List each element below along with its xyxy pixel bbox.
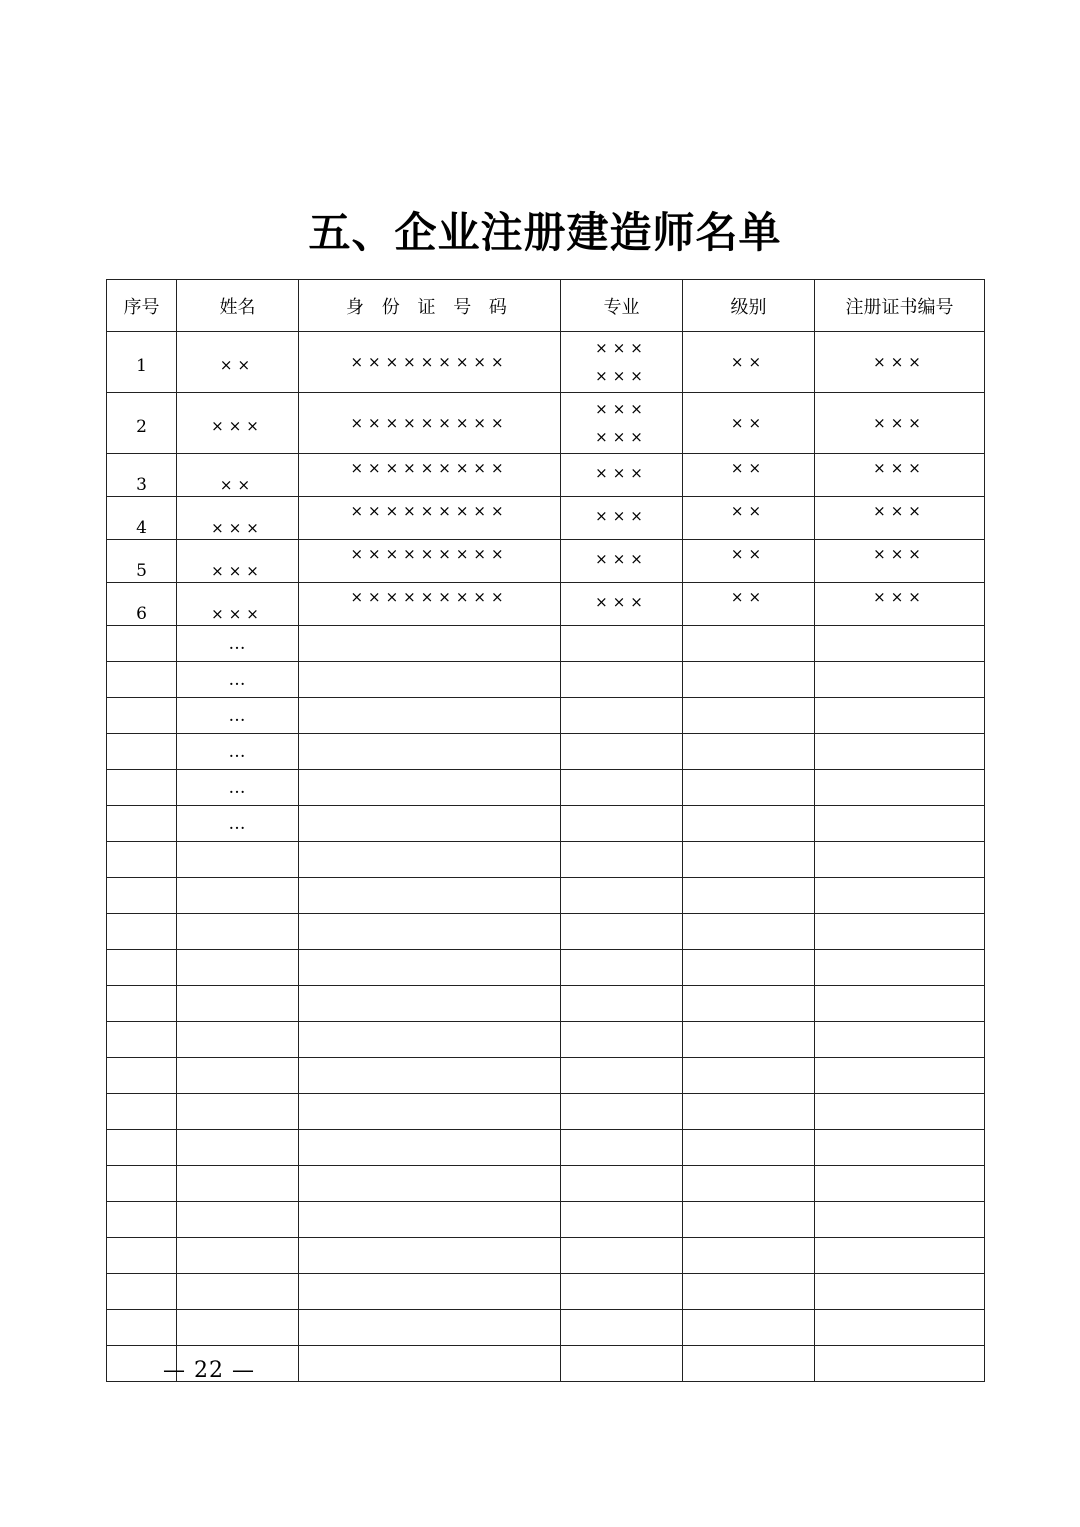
cell-id-number: ××××××××× xyxy=(299,583,561,626)
cell-empty xyxy=(815,734,985,770)
cell-cert-number: ××× xyxy=(815,393,985,454)
cell-empty xyxy=(561,842,683,878)
cell-empty xyxy=(299,770,561,806)
cell-empty xyxy=(561,770,683,806)
cell-empty xyxy=(561,806,683,842)
cell-empty xyxy=(299,1238,561,1274)
cell-empty xyxy=(107,1202,177,1238)
cell-seq: 6 xyxy=(107,583,177,626)
cell-major xyxy=(561,540,683,583)
table-row-empty xyxy=(107,1310,985,1346)
cell-empty xyxy=(177,1202,299,1238)
cell-cert-number: ××× xyxy=(815,497,985,540)
cell-empty xyxy=(815,1022,985,1058)
cell-empty xyxy=(107,1238,177,1274)
cell-major-line: ××× xyxy=(595,367,648,385)
cell-empty xyxy=(177,1274,299,1310)
cell-name: ××× xyxy=(177,497,299,540)
cell-empty xyxy=(683,878,815,914)
cell-empty xyxy=(815,1202,985,1238)
cell-empty xyxy=(107,1058,177,1094)
column-header-cert-number: 注册证书编号 xyxy=(815,280,985,332)
cell-empty xyxy=(683,1346,815,1382)
table-row xyxy=(107,332,985,393)
cell-seq xyxy=(107,734,177,770)
cell-empty xyxy=(299,1202,561,1238)
page-number: — 22 — xyxy=(163,1358,255,1383)
cell-empty xyxy=(107,1094,177,1130)
cell-empty xyxy=(299,914,561,950)
cell-seq: 4 xyxy=(107,497,177,540)
table-row-empty xyxy=(107,1238,985,1274)
table-row-empty xyxy=(107,950,985,986)
cell-major-line: ××× xyxy=(595,400,648,418)
cell-empty xyxy=(815,698,985,734)
cell-empty xyxy=(815,770,985,806)
table-row xyxy=(107,806,985,842)
cell-name-ellipsis: … xyxy=(177,626,299,662)
column-header-name: 姓名 xyxy=(177,280,299,332)
cell-empty xyxy=(815,1166,985,1202)
cell-empty xyxy=(107,842,177,878)
table-row xyxy=(107,770,985,806)
cell-empty xyxy=(561,950,683,986)
cell-major-line: ××× xyxy=(595,507,648,525)
cell-major-line: ××× xyxy=(595,550,648,568)
cell-level: ×× xyxy=(683,454,815,497)
cell-empty xyxy=(683,698,815,734)
cell-empty xyxy=(561,1346,683,1382)
column-header-id-number: 身 份 证 号 码 xyxy=(299,280,561,332)
cell-empty xyxy=(299,1094,561,1130)
cell-empty xyxy=(683,842,815,878)
cell-empty xyxy=(299,1346,561,1382)
cell-empty xyxy=(299,734,561,770)
cell-empty xyxy=(177,914,299,950)
cell-empty xyxy=(815,986,985,1022)
cell-empty xyxy=(177,986,299,1022)
table-row xyxy=(107,393,985,454)
cell-empty xyxy=(107,914,177,950)
cell-id-number: ××××××××× xyxy=(299,540,561,583)
cell-level: ×× xyxy=(683,497,815,540)
cell-empty xyxy=(561,914,683,950)
column-header-major: 专业 xyxy=(561,280,683,332)
cell-id-number: ××××××××× xyxy=(299,454,561,497)
column-header-seq: 序号 xyxy=(107,280,177,332)
cell-empty xyxy=(561,1094,683,1130)
cell-name-ellipsis: … xyxy=(177,734,299,770)
cell-empty xyxy=(299,1310,561,1346)
cell-empty xyxy=(561,1202,683,1238)
cell-empty xyxy=(177,1022,299,1058)
cell-empty xyxy=(177,1130,299,1166)
cell-empty xyxy=(683,986,815,1022)
cell-empty xyxy=(561,626,683,662)
cell-empty xyxy=(683,914,815,950)
cell-seq: 1 xyxy=(107,332,177,393)
column-header-level: 级别 xyxy=(683,280,815,332)
cell-empty xyxy=(683,1094,815,1130)
table-row xyxy=(107,583,985,626)
cell-empty xyxy=(299,698,561,734)
cell-empty xyxy=(683,626,815,662)
cell-empty xyxy=(561,986,683,1022)
cell-id-number: ××××××××× xyxy=(299,332,561,393)
cell-empty xyxy=(299,1022,561,1058)
table-row xyxy=(107,626,985,662)
cell-empty xyxy=(815,1274,985,1310)
cell-empty xyxy=(299,662,561,698)
cell-empty xyxy=(815,626,985,662)
cell-empty xyxy=(683,1058,815,1094)
cell-empty xyxy=(683,1022,815,1058)
cell-empty xyxy=(107,950,177,986)
cell-major-line: ××× xyxy=(595,464,648,482)
cell-name: ××× xyxy=(177,393,299,454)
cell-empty xyxy=(177,1166,299,1202)
cell-empty xyxy=(299,842,561,878)
cell-empty xyxy=(683,1202,815,1238)
cell-major xyxy=(561,497,683,540)
cell-empty xyxy=(177,1058,299,1094)
table-row xyxy=(107,734,985,770)
cell-cert-number: ××× xyxy=(815,332,985,393)
cell-empty xyxy=(299,806,561,842)
table-row-empty xyxy=(107,842,985,878)
cell-empty xyxy=(561,1130,683,1166)
cell-id-number: ××××××××× xyxy=(299,393,561,454)
cell-empty xyxy=(683,806,815,842)
cell-empty xyxy=(683,1274,815,1310)
cell-major xyxy=(561,583,683,626)
registered-builders-table xyxy=(106,279,985,1382)
cell-major xyxy=(561,393,683,454)
cell-seq xyxy=(107,662,177,698)
cell-empty xyxy=(683,662,815,698)
cell-name-ellipsis: … xyxy=(177,770,299,806)
table-row xyxy=(107,454,985,497)
table-row-empty xyxy=(107,1202,985,1238)
cell-name: ×× xyxy=(177,332,299,393)
cell-cert-number: ××× xyxy=(815,583,985,626)
cell-level: ×× xyxy=(683,583,815,626)
cell-empty xyxy=(299,1166,561,1202)
table-row-empty xyxy=(107,914,985,950)
cell-empty xyxy=(561,1166,683,1202)
cell-empty xyxy=(299,950,561,986)
cell-empty xyxy=(815,806,985,842)
cell-empty xyxy=(561,1274,683,1310)
cell-name: ××× xyxy=(177,540,299,583)
cell-empty xyxy=(299,1274,561,1310)
cell-empty xyxy=(815,1094,985,1130)
cell-empty xyxy=(107,1166,177,1202)
cell-empty xyxy=(815,914,985,950)
cell-empty xyxy=(815,662,985,698)
cell-seq xyxy=(107,626,177,662)
table-row-empty xyxy=(107,1130,985,1166)
cell-major xyxy=(561,454,683,497)
cell-seq xyxy=(107,806,177,842)
cell-cert-number: ××× xyxy=(815,540,985,583)
cell-empty xyxy=(561,1058,683,1094)
cell-level: ×× xyxy=(683,332,815,393)
cell-empty xyxy=(107,878,177,914)
cell-empty xyxy=(683,734,815,770)
cell-empty xyxy=(299,1130,561,1166)
cell-empty xyxy=(561,734,683,770)
cell-name: ×× xyxy=(177,454,299,497)
cell-empty xyxy=(561,662,683,698)
cell-empty xyxy=(177,842,299,878)
cell-empty xyxy=(683,1166,815,1202)
table-row-empty xyxy=(107,1022,985,1058)
cell-empty xyxy=(683,770,815,806)
cell-level: ×× xyxy=(683,393,815,454)
table-row xyxy=(107,662,985,698)
cell-major xyxy=(561,332,683,393)
table-row-empty xyxy=(107,1166,985,1202)
cell-major-line: ××× xyxy=(595,339,648,357)
cell-empty xyxy=(815,1238,985,1274)
cell-empty xyxy=(561,1310,683,1346)
cell-empty xyxy=(107,1274,177,1310)
cell-empty xyxy=(299,878,561,914)
cell-seq: 5 xyxy=(107,540,177,583)
document-title: 五、企业注册建造师名单 xyxy=(308,208,782,257)
cell-empty xyxy=(683,1238,815,1274)
cell-name-ellipsis: … xyxy=(177,662,299,698)
cell-seq: 2 xyxy=(107,393,177,454)
cell-empty xyxy=(177,950,299,986)
cell-empty xyxy=(107,1130,177,1166)
cell-empty xyxy=(177,1094,299,1130)
table-row xyxy=(107,698,985,734)
cell-id-number: ××××××××× xyxy=(299,497,561,540)
cell-empty xyxy=(299,986,561,1022)
cell-empty xyxy=(107,1022,177,1058)
cell-empty xyxy=(815,842,985,878)
cell-empty xyxy=(177,1310,299,1346)
cell-empty xyxy=(683,950,815,986)
cell-major-line: ××× xyxy=(595,593,648,611)
cell-cert-number: ××× xyxy=(815,454,985,497)
cell-seq xyxy=(107,698,177,734)
cell-seq xyxy=(107,770,177,806)
table-header-row xyxy=(107,280,985,332)
cell-empty xyxy=(815,878,985,914)
table-row xyxy=(107,540,985,583)
cell-empty xyxy=(107,1310,177,1346)
cell-empty xyxy=(815,1058,985,1094)
cell-major-line: ××× xyxy=(595,428,648,446)
cell-empty xyxy=(299,1058,561,1094)
cell-level: ×× xyxy=(683,540,815,583)
cell-empty xyxy=(815,1130,985,1166)
cell-name-ellipsis: … xyxy=(177,806,299,842)
table-row-empty xyxy=(107,1274,985,1310)
cell-name: ××× xyxy=(177,583,299,626)
cell-empty xyxy=(561,878,683,914)
table-row xyxy=(107,497,985,540)
table-row-empty xyxy=(107,878,985,914)
cell-name-ellipsis: … xyxy=(177,698,299,734)
cell-empty xyxy=(683,1310,815,1346)
cell-empty xyxy=(561,698,683,734)
cell-empty xyxy=(561,1238,683,1274)
cell-empty xyxy=(177,878,299,914)
cell-seq: 3 xyxy=(107,454,177,497)
cell-empty xyxy=(815,1346,985,1382)
table-row-empty xyxy=(107,1094,985,1130)
cell-empty xyxy=(815,1310,985,1346)
cell-empty xyxy=(683,1130,815,1166)
table-row-empty xyxy=(107,1058,985,1094)
cell-empty xyxy=(561,1022,683,1058)
cell-empty xyxy=(177,1238,299,1274)
cell-empty xyxy=(299,626,561,662)
cell-empty xyxy=(815,950,985,986)
cell-empty xyxy=(107,986,177,1022)
table-row-empty xyxy=(107,986,985,1022)
